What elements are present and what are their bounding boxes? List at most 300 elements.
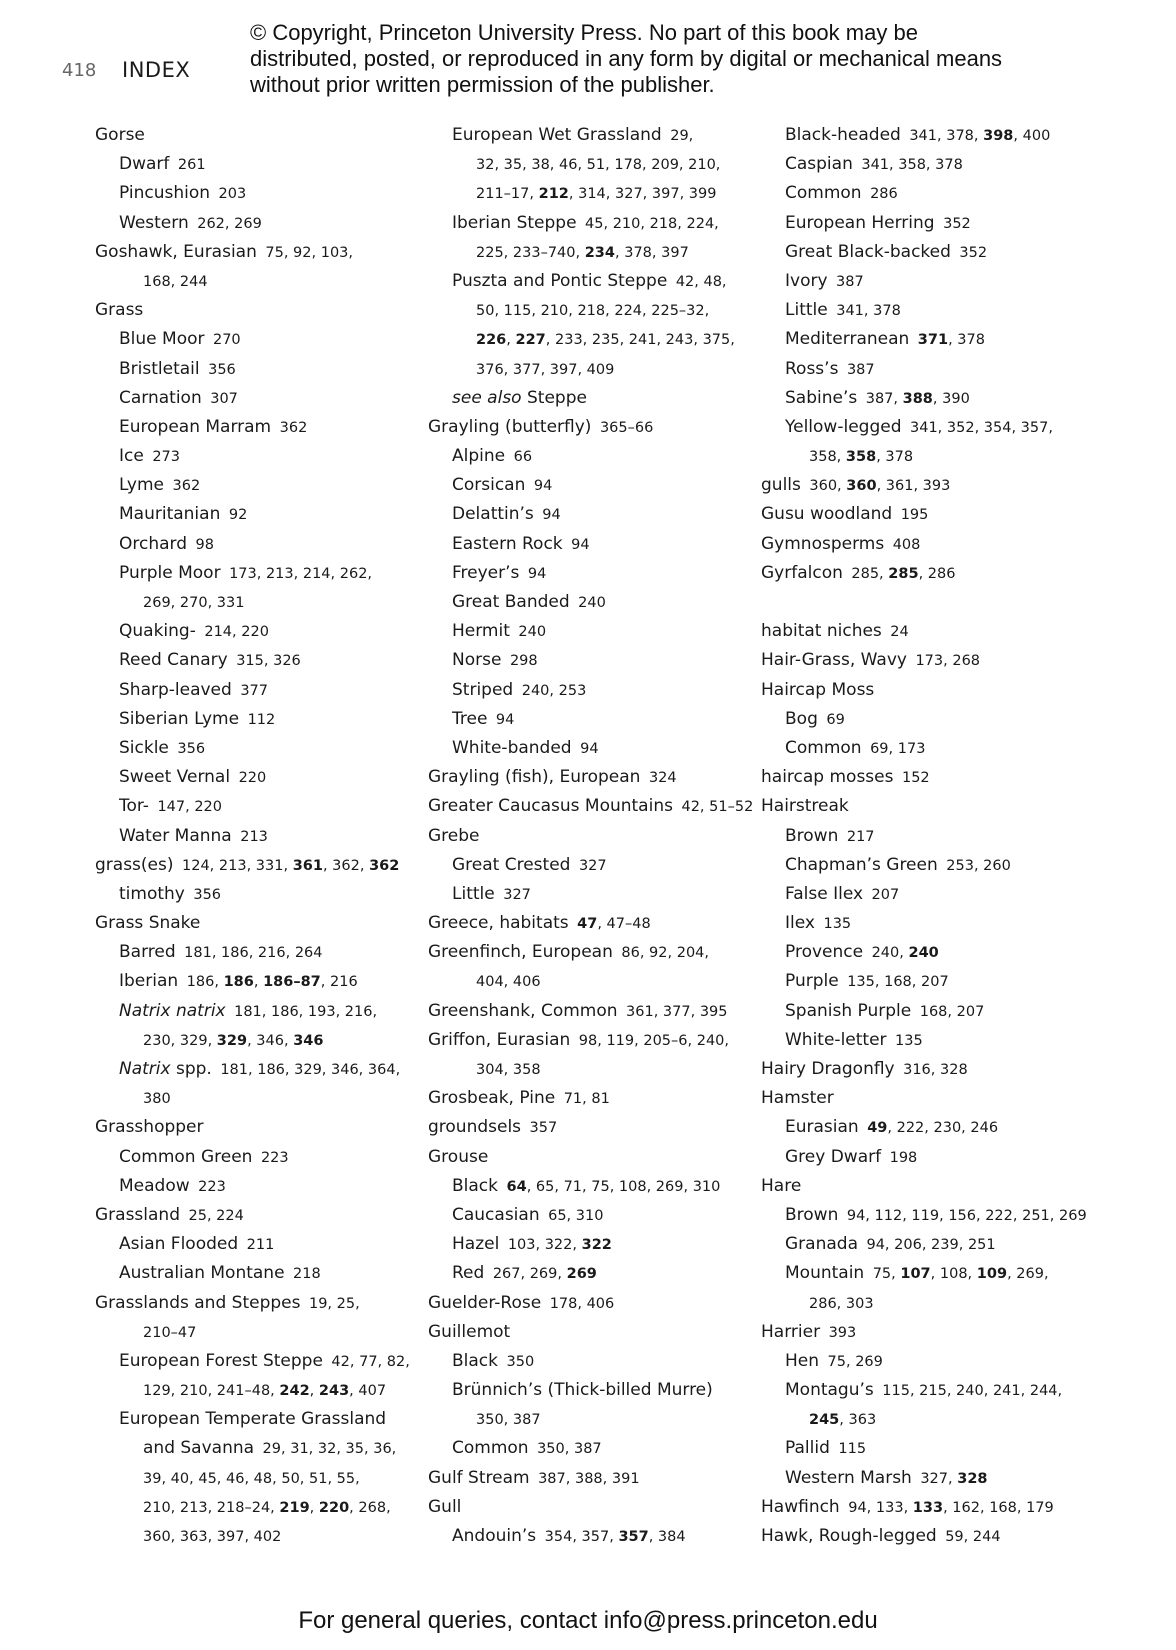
index-term: Hen — [785, 1350, 820, 1371]
index-entry — [95, 1347, 425, 1376]
index-entry — [428, 1113, 763, 1142]
index-entry — [428, 1172, 763, 1201]
page-references: 69 — [826, 711, 845, 728]
page-references: 71, 81 — [563, 1091, 610, 1108]
index-entry — [428, 1318, 763, 1347]
index-term: Guelder-Rose — [428, 1292, 542, 1313]
page-references: 371, 378 — [917, 332, 985, 349]
index-entry — [428, 121, 763, 150]
page-references: 42, 51–52 — [681, 799, 754, 816]
page-references: 253, 260 — [946, 857, 1011, 874]
page-references: 230, 329, 329, 346, 346 — [143, 1032, 324, 1049]
page-references: 362 — [172, 478, 201, 495]
page-references: 29, — [670, 128, 694, 144]
index-term: Striped — [452, 679, 514, 700]
page-references: 195 — [900, 507, 929, 524]
index-term: Little — [452, 883, 495, 904]
index-term: Carnation — [119, 387, 202, 408]
index-entry — [428, 442, 763, 471]
index-entry — [95, 734, 425, 763]
page-references: 66 — [513, 449, 533, 466]
page-references: 211 — [246, 1237, 275, 1254]
index-entry — [761, 1172, 1091, 1201]
index-entry — [761, 384, 1091, 413]
page-references: 365–66 — [599, 419, 654, 436]
index-term: Caspian — [785, 154, 853, 175]
index-term: Caucasian — [452, 1204, 540, 1225]
page-references: 115, 215, 240, 241, 244, — [882, 1383, 1063, 1400]
index-entry — [95, 1113, 425, 1142]
page-references: 223 — [198, 1178, 226, 1195]
page-references: 42, 77, 82, — [331, 1353, 410, 1370]
index-term: Alpine — [452, 446, 506, 467]
index-entry-continuation — [761, 1289, 1091, 1318]
index-term: False Ilex — [785, 883, 864, 904]
index-term: Brown — [785, 825, 839, 846]
index-term: Bog — [785, 708, 818, 729]
index-term: White-banded — [452, 737, 572, 758]
index-term: Grosbeak, Pine — [428, 1088, 556, 1109]
page-references: 324 — [648, 770, 677, 787]
index-entry — [428, 705, 763, 734]
index-term: Ross’s — [785, 358, 839, 379]
index-term: Mountain — [785, 1263, 865, 1284]
index-term: Norse — [452, 650, 502, 671]
page-references: 286, 303 — [809, 1295, 874, 1312]
page-references: 173, 268 — [915, 653, 981, 670]
index-term: Montagu’s — [785, 1380, 874, 1401]
page-references: 45, 210, 218, 224, — [585, 215, 719, 232]
page-references: 261 — [177, 157, 206, 174]
page-references: 270 — [212, 332, 241, 349]
page-references: 360, 360, 361, 393 — [809, 478, 951, 495]
page-references: 352 — [943, 215, 971, 232]
page-references: 94 — [527, 565, 547, 582]
index-entry — [95, 179, 425, 208]
index-term: Mauritanian — [119, 504, 221, 525]
index-entry — [761, 617, 1091, 646]
index-entry — [95, 909, 425, 938]
page-references: 341, 352, 354, 357, — [910, 419, 1053, 436]
page-references: 213 — [240, 828, 268, 845]
page-references: 198 — [889, 1149, 918, 1166]
page-references: 98 — [195, 536, 214, 553]
index-term: Grebe — [428, 825, 480, 846]
index-term: Hairstreak — [761, 796, 849, 817]
page-references: 361, 377, 395 — [626, 1003, 728, 1020]
index-term: Iberian — [119, 971, 179, 992]
index-entry — [95, 150, 425, 179]
page-references: 98, 119, 205–6, 240, — [578, 1032, 729, 1049]
index-term: European Wet Grassland — [452, 125, 662, 145]
index-term: Grouse — [428, 1146, 489, 1167]
index-entry — [761, 1113, 1091, 1142]
page-references: 315, 326 — [236, 653, 301, 670]
index-entry — [761, 238, 1091, 267]
page-references: 29, 31, 32, 35, 36, — [262, 1441, 397, 1458]
index-entry — [761, 1026, 1091, 1055]
index-entry — [95, 1405, 425, 1434]
index-term: Freyer’s — [452, 562, 520, 583]
index-column-2 — [428, 121, 763, 1551]
index-term: Grasslands and Steppes — [95, 1292, 301, 1313]
index-term: gulls — [761, 475, 801, 496]
page-references: 135 — [823, 916, 852, 933]
index-entry — [761, 938, 1091, 967]
index-entry-continuation — [95, 1318, 425, 1347]
index-term: Grassland — [95, 1204, 180, 1225]
index-entry — [428, 1026, 763, 1055]
index-term: Red — [452, 1263, 485, 1284]
page-references: 178, 406 — [549, 1295, 615, 1312]
index-term: Tor- — [119, 796, 149, 817]
page-references: 269, 270, 331 — [143, 595, 245, 611]
index-term: Purple Moor — [119, 562, 221, 583]
index-term: Greenfinch, European — [428, 942, 613, 963]
index-entry — [761, 1347, 1091, 1376]
index-term: Chapman’s Green — [785, 854, 938, 875]
page-references: 298 — [509, 653, 538, 670]
page-references: 39, 40, 45, 46, 48, 50, 51, 55, — [143, 1470, 360, 1487]
page-references: 286 — [870, 186, 898, 203]
page-references: 240 — [578, 595, 606, 611]
index-entry — [95, 967, 425, 996]
index-entry — [428, 763, 763, 792]
index-term: Mediterranean — [785, 329, 910, 350]
index-term: Haircap Moss — [761, 679, 875, 700]
index-term: Sabine’s — [785, 387, 858, 408]
index-entry — [761, 355, 1091, 384]
index-entry — [761, 1201, 1091, 1230]
index-entry — [428, 1289, 763, 1318]
index-entry — [761, 1230, 1091, 1259]
index-term: Grayling (fish), European — [428, 767, 641, 788]
page-references: 245, 363 — [809, 1412, 877, 1429]
index-entry — [428, 1259, 763, 1288]
index-term: Australian Montane — [119, 1263, 285, 1284]
page-references: 327 — [503, 886, 531, 903]
index-entry — [95, 1055, 425, 1084]
page-references: 49, 222, 230, 246 — [867, 1120, 999, 1137]
index-term: Hermit — [452, 621, 510, 642]
page-references: 356 — [193, 886, 222, 903]
page-references: 285, 285, 286 — [851, 565, 956, 582]
index-entry — [428, 1493, 763, 1522]
index-entry — [428, 997, 763, 1026]
index-term: Gyrfalcon — [761, 562, 843, 583]
index-entry — [761, 909, 1091, 938]
page-references: 75, 107, 108, 109, 269, — [872, 1266, 1049, 1283]
page-references: 181, 186, 329, 346, 364, — [220, 1062, 401, 1078]
index-term: Hamster — [761, 1088, 834, 1109]
index-term: Siberian Lyme — [119, 708, 240, 729]
page-references: 25, 224 — [188, 1207, 244, 1224]
page-references: 387, 388, 390 — [865, 390, 970, 407]
page-references: 393 — [828, 1324, 857, 1341]
index-entry — [761, 880, 1091, 909]
page-references: 304, 358 — [476, 1062, 541, 1078]
page-references: 75, 269 — [827, 1353, 883, 1370]
index-entry — [761, 763, 1091, 792]
page-references: 358, 358, 378 — [809, 449, 914, 466]
index-entry-continuation — [95, 1493, 425, 1522]
index-entry — [95, 471, 425, 500]
index-term: Tree — [452, 708, 488, 729]
index-term: Yellow-legged — [785, 416, 902, 437]
index-entry — [95, 1230, 425, 1259]
page-references: 50, 115, 210, 218, 224, 225–32, — [476, 303, 710, 320]
index-term: Dwarf — [119, 154, 170, 175]
index-term: Sweet Vernal — [119, 767, 231, 788]
index-term: Lyme — [119, 475, 164, 496]
index-term: groundsels — [428, 1117, 522, 1138]
index-entry — [428, 1201, 763, 1230]
page-references: 377 — [240, 682, 268, 699]
index-term: see also Steppe — [452, 387, 587, 408]
index-entry-continuation — [428, 1405, 763, 1434]
page-references: 307 — [210, 390, 238, 407]
page-references: 64, 65, 71, 75, 108, 269, 310 — [506, 1178, 721, 1195]
page-references: 327, 328 — [920, 1470, 988, 1487]
page-references: 86, 92, 204, — [621, 945, 709, 962]
index-term: Natrix spp. — [119, 1059, 212, 1079]
page-references: 47, 47–48 — [577, 916, 651, 933]
index-entry — [95, 500, 425, 529]
index-term: Meadow — [119, 1175, 190, 1196]
index-entry-continuation — [95, 1464, 425, 1493]
index-entry — [428, 209, 763, 238]
page-references: 380 — [143, 1091, 171, 1108]
index-entry — [95, 442, 425, 471]
index-entry — [95, 1289, 425, 1318]
index-entry — [95, 1172, 425, 1201]
index-entry — [761, 1434, 1091, 1463]
index-term: Ilex — [785, 913, 815, 934]
index-entry — [95, 296, 425, 325]
index-term: Gorse — [95, 125, 145, 145]
index-term: Ivory — [785, 270, 828, 291]
index-term: Reed Canary — [119, 650, 228, 671]
index-term: Delattin’s — [452, 504, 534, 525]
index-entry-continuation — [428, 967, 763, 996]
index-term: Water Manna — [119, 825, 232, 846]
index-entry — [95, 238, 425, 267]
index-entry — [428, 851, 763, 880]
index-entry-continuation — [95, 588, 425, 617]
index-entry — [95, 676, 425, 705]
index-entry — [761, 150, 1091, 179]
index-term: Asian Flooded — [119, 1234, 239, 1255]
page-references: 341, 378 — [836, 303, 901, 320]
index-entry — [428, 413, 763, 442]
index-entry — [95, 705, 425, 734]
index-term: Greater Caucasus Mountains — [428, 796, 673, 817]
index-entry-continuation — [428, 325, 763, 354]
index-entry-continuation — [761, 1405, 1091, 1434]
index-entry — [428, 384, 763, 413]
index-entry — [761, 296, 1091, 325]
index-term: Eurasian — [785, 1117, 859, 1138]
index-entry — [761, 1055, 1091, 1084]
index-term: European Marram — [119, 416, 272, 437]
index-entry — [761, 500, 1091, 529]
page-references: 42, 48, — [675, 273, 727, 290]
index-term: Western Marsh — [785, 1467, 912, 1488]
index-entry — [95, 938, 425, 967]
index-entry — [95, 822, 425, 851]
index-term: Puszta and Pontic Steppe — [452, 270, 668, 291]
index-term: Pallid — [785, 1438, 830, 1459]
index-entry — [95, 997, 425, 1026]
index-entry — [428, 1230, 763, 1259]
index-entry-continuation — [95, 1026, 425, 1055]
index-entry — [95, 384, 425, 413]
index-term: Brown — [785, 1204, 839, 1225]
page-references: 387, 388, 391 — [538, 1470, 640, 1487]
index-term: Ice — [119, 446, 144, 467]
index-term: Purple — [785, 971, 839, 992]
index-term: Eastern Rock — [452, 533, 563, 554]
index-term: Provence — [785, 942, 864, 963]
index-entry — [761, 1493, 1091, 1522]
index-column-3 — [761, 121, 1091, 1551]
index-entry — [761, 121, 1091, 150]
page-references: 115 — [838, 1441, 867, 1458]
index-entry-continuation — [428, 1055, 763, 1084]
index-term: Grass — [95, 300, 144, 321]
index-entry — [95, 763, 425, 792]
index-term: Granada — [785, 1234, 858, 1255]
index-entry — [95, 121, 425, 150]
index-term: White-letter — [785, 1029, 887, 1050]
index-term: Andouin’s — [452, 1526, 537, 1546]
index-entry — [428, 822, 763, 851]
index-term: Gulf Stream — [428, 1467, 530, 1488]
index-entry — [761, 209, 1091, 238]
page-references: 94 — [542, 507, 561, 524]
index-term: Grayling (butterfly) — [428, 416, 592, 437]
index-term: Barred — [119, 942, 176, 963]
index-entry — [761, 997, 1091, 1026]
index-entry — [95, 530, 425, 559]
page-references: 94 — [580, 740, 599, 757]
index-entry-continuation — [428, 150, 763, 179]
page-references: 350, 387 — [476, 1412, 541, 1429]
index-entry — [428, 530, 763, 559]
page-references: 240, 240 — [871, 945, 939, 962]
index-entry — [761, 1143, 1091, 1172]
index-term: Corsican — [452, 475, 526, 496]
index-term: Great Banded — [452, 592, 570, 612]
page-references: 59, 244 — [945, 1529, 1001, 1545]
page-references: 129, 210, 241–48, 242, 243, 407 — [143, 1383, 387, 1400]
index-entry — [761, 1464, 1091, 1493]
index-entry — [428, 880, 763, 909]
page-references: 112 — [247, 711, 276, 728]
page-references: 225, 233–740, 234, 378, 397 — [476, 244, 689, 261]
index-entry-continuation — [428, 296, 763, 325]
index-entry — [761, 1376, 1091, 1405]
index-term: Western — [119, 212, 189, 233]
index-term: Little — [785, 300, 828, 321]
index-entry — [761, 530, 1091, 559]
index-term: Spanish Purple — [785, 1000, 912, 1021]
index-term: Goshawk, Eurasian — [95, 241, 257, 262]
index-term: Black — [452, 1175, 498, 1196]
page-references: 173, 213, 214, 262, — [229, 565, 373, 582]
page-references: 273 — [152, 449, 181, 466]
index-term: Hairy Dragonfly — [761, 1059, 895, 1079]
page-references: 94 — [533, 478, 553, 495]
index-term: Hare — [761, 1175, 802, 1196]
index-term: Common Green — [119, 1146, 253, 1167]
index-term: Gull — [428, 1496, 462, 1517]
page-references: 94, 112, 119, 156, 222, 251, 269 — [846, 1207, 1087, 1224]
index-entry-continuation — [95, 1376, 425, 1405]
index-entry — [95, 851, 425, 880]
index-term: European Herring — [785, 212, 935, 233]
page-references: 341, 378, 398, 400 — [909, 128, 1051, 144]
index-entry — [428, 500, 763, 529]
page-references: 316, 328 — [903, 1062, 968, 1078]
page-references: 94, 133, 133, 162, 168, 179 — [848, 1499, 1054, 1516]
page-references: 94 — [571, 536, 590, 553]
page-references: 69, 173 — [870, 740, 926, 757]
page-references: 356 — [177, 740, 206, 757]
index-entry — [428, 1376, 763, 1405]
index-entry — [95, 413, 425, 442]
index-term: Sickle — [119, 737, 169, 758]
index-term: Hazel — [452, 1234, 500, 1255]
page-references: 327 — [578, 857, 607, 874]
index-entry — [428, 676, 763, 705]
page-references: 223 — [260, 1149, 289, 1166]
index-term: haircap mosses — [761, 767, 894, 788]
page-references: 65, 310 — [548, 1207, 604, 1224]
page-references: 135 — [895, 1032, 923, 1049]
index-entry-continuation — [95, 1084, 425, 1113]
index-term: Hawk, Rough-legged — [761, 1526, 937, 1546]
page-references: 356 — [208, 361, 236, 378]
index-entry — [428, 617, 763, 646]
index-term: Hawfinch — [761, 1496, 840, 1517]
index-entry — [761, 967, 1091, 996]
index-entry-continuation — [428, 179, 763, 208]
section-gap — [761, 588, 1091, 617]
index-term: timothy — [119, 883, 185, 904]
page-references: 362 — [279, 419, 308, 436]
index-term: Guillemot — [428, 1321, 511, 1342]
index-term: European Forest Steppe — [119, 1350, 323, 1371]
page-references: 240 — [518, 624, 547, 641]
index-entry — [95, 559, 425, 588]
index-term: and Savanna — [143, 1438, 255, 1459]
index-term: Blue Moor — [119, 329, 205, 350]
page-references: 210, 213, 218–24, 219, 220, 268, — [143, 1499, 391, 1516]
page-references: 404, 406 — [476, 974, 541, 991]
index-term: Bristletail — [119, 358, 200, 379]
index-entry — [761, 559, 1091, 588]
page-references: 350 — [506, 1353, 535, 1370]
page-references: 352 — [959, 244, 988, 261]
index-entry — [95, 792, 425, 821]
index-term: Common — [452, 1438, 529, 1459]
index-term: Brünnich’s (Thick-billed Murre) — [452, 1380, 713, 1401]
index-entry — [761, 267, 1091, 296]
index-term: Gusu woodland — [761, 504, 893, 525]
index-entry — [761, 471, 1091, 500]
index-term: grass(es) — [95, 854, 174, 875]
